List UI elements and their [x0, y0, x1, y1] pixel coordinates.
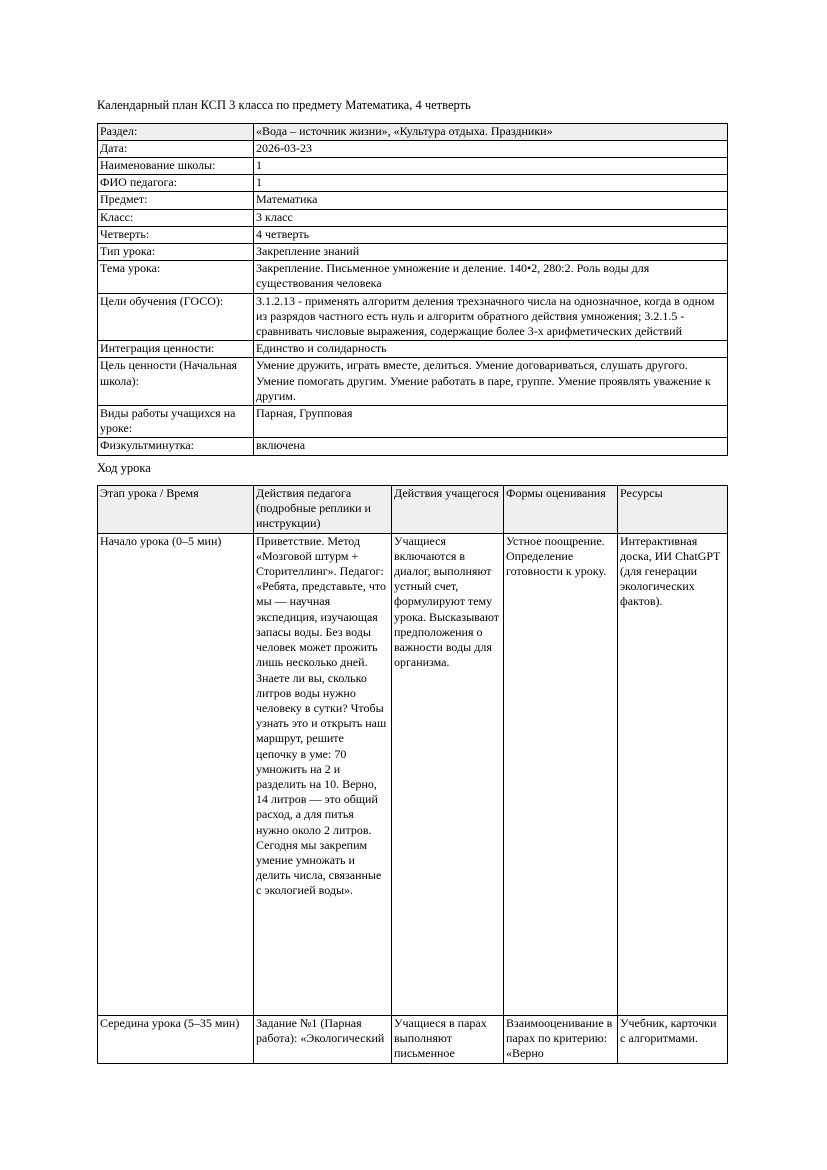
info-value-cell: 3 класс: [254, 209, 728, 226]
info-label-cell: Цели обучения (ГОСО):: [98, 293, 254, 341]
column-header: Формы оценивания: [504, 486, 618, 534]
info-row: [98, 123, 728, 140]
stage-cell: [98, 533, 254, 1015]
info-label-cell: Виды работы учащихся на уроке:: [98, 405, 254, 437]
lesson-flow-table: [97, 485, 728, 1064]
column-header: Ресурсы: [618, 486, 728, 534]
student-actions-cell: [392, 533, 504, 1015]
info-label-cell: Раздел:: [98, 123, 254, 140]
teacher-actions-cell: [254, 1015, 392, 1063]
lesson-table-header-row: [98, 486, 728, 534]
lesson-info-table: [97, 123, 728, 456]
info-row: [98, 293, 728, 341]
document-content: [97, 98, 727, 1064]
info-row: [98, 405, 728, 437]
info-label-cell: Тип урока:: [98, 243, 254, 260]
teacher-actions-cell: [254, 533, 392, 1015]
info-value-cell: Математика: [254, 192, 728, 209]
info-value-cell: 3.1.2.13 - применять алгоритм деления трехзначного числа на однозначное, когда в одном из разрядов частного есть нуль и алгоритм обратного действия умножения; 3.2.1.5 - сравнивать числовые выражения, содержащие более 3-х арифметических действий: [254, 293, 728, 341]
column-header: Действия педагога (подробные реплики и инструкции): [254, 486, 392, 534]
assessment-cell: [504, 1015, 618, 1063]
info-label-cell: Интеграция ценности:: [98, 341, 254, 358]
info-value-cell: Единство и солидарность: [254, 341, 728, 358]
info-row: [98, 438, 728, 455]
info-label-cell: Цель ценности (Начальная школа):: [98, 358, 254, 406]
info-row: [98, 157, 728, 174]
student-actions-cell: [392, 1015, 504, 1063]
student-actions-cell-text: Учащиеся включаются в диалог, выполняют устный счет, формулируют тему урока. Высказывают предположения о важности воды для организма.: [394, 533, 500, 670]
info-label-cell: Четверть:: [98, 226, 254, 243]
info-value-cell: включена: [254, 438, 728, 455]
info-value-cell: 1: [254, 175, 728, 192]
assessment-cell: [504, 533, 618, 1015]
teacher-actions-cell-text: Приветствие. Метод «Мозговой штурм + Сторителлинг». Педагог: «Ребята, представьте, что мы — научная экспедиция, изучающая запасы воды. Без воды человек может прожить лишь несколько дней. Знаете ли вы, сколько литров воды нужно человеку в сутки? Чтобы узнать это и открыть наш маршрут, решите цепочку в уме: 70 умножить на 2 и разделить на 10. Верно, 14 литров — это общий расход, а для питья нужно около 2 литров. Сегодня мы закрепим умение умножать и делить числа, связанные с экологией воды».: [256, 533, 387, 898]
stage-cell: [98, 1015, 254, 1063]
resources-cell-text: Интерактивная доска, ИИ ChatGPT (для генерации экологических фактов).: [620, 533, 721, 609]
info-value-cell: «Вода – источник жизни», «Культура отдыха. Праздники»: [254, 123, 728, 140]
info-label-cell: Тема урока:: [98, 261, 254, 293]
info-value-cell: Закрепление знаний: [254, 243, 728, 260]
info-label-cell: Наименование школы:: [98, 157, 254, 174]
info-label-cell: Класс:: [98, 209, 254, 226]
info-row: [98, 341, 728, 358]
info-row: [98, 226, 728, 243]
assessment-cell-text: Устное поощрение. Определение готовности к уроку.: [506, 533, 607, 579]
column-header: Этап урока / Время: [98, 486, 254, 534]
info-value-cell: Парная, Групповая: [254, 405, 728, 437]
lesson-stage-row: [98, 1015, 728, 1063]
lesson-stage-row: [98, 533, 728, 1015]
info-value-cell: 4 четверть: [254, 226, 728, 243]
info-row: [98, 192, 728, 209]
info-value-cell: 1: [254, 157, 728, 174]
info-value-cell: Умение дружить, играть вместе, делиться. Умение договариваться, слушать другого. Умение помогать другим. Умение работать в паре, группе. Умение проявлять уважение к другим.: [254, 358, 728, 406]
info-row: [98, 140, 728, 157]
info-row: [98, 358, 728, 406]
column-header: Действия учащегося: [392, 486, 504, 534]
teacher-actions-cell-text: Задание №1 (Парная работа): «Экологический: [256, 1015, 385, 1045]
info-row: [98, 243, 728, 260]
info-label-cell: Физкультминутка:: [98, 438, 254, 455]
info-value-cell: Закрепление. Письменное умножение и деление. 140•2, 280:2. Роль воды для существования человека: [254, 261, 728, 293]
assessment-cell-text: Взаимооценивание в парах по критерию: «Верно: [506, 1015, 613, 1061]
info-label-cell: Предмет:: [98, 192, 254, 209]
info-label-cell: ФИО педагога:: [98, 175, 254, 192]
stage-cell-text: Начало урока (0–5 мин): [100, 533, 222, 548]
info-row: [98, 261, 728, 293]
info-value-cell: 2026-03-23: [254, 140, 728, 157]
section-heading: Ход урока: [97, 460, 151, 475]
document-title: Календарный план КСП 3 класса по предмету Математика, 4 четверть: [97, 98, 471, 112]
stage-cell-text: Середина урока (5–35 мин): [100, 1015, 240, 1030]
info-label-cell: Дата:: [98, 140, 254, 157]
resources-cell: [618, 1015, 728, 1063]
student-actions-cell-text: Учащиеся в парах выполняют письменное: [394, 1015, 487, 1061]
resources-cell: [618, 533, 728, 1015]
resources-cell-text: Учебник, карточки с алгоритмами.: [620, 1015, 717, 1045]
info-row: [98, 209, 728, 226]
info-row: [98, 175, 728, 192]
